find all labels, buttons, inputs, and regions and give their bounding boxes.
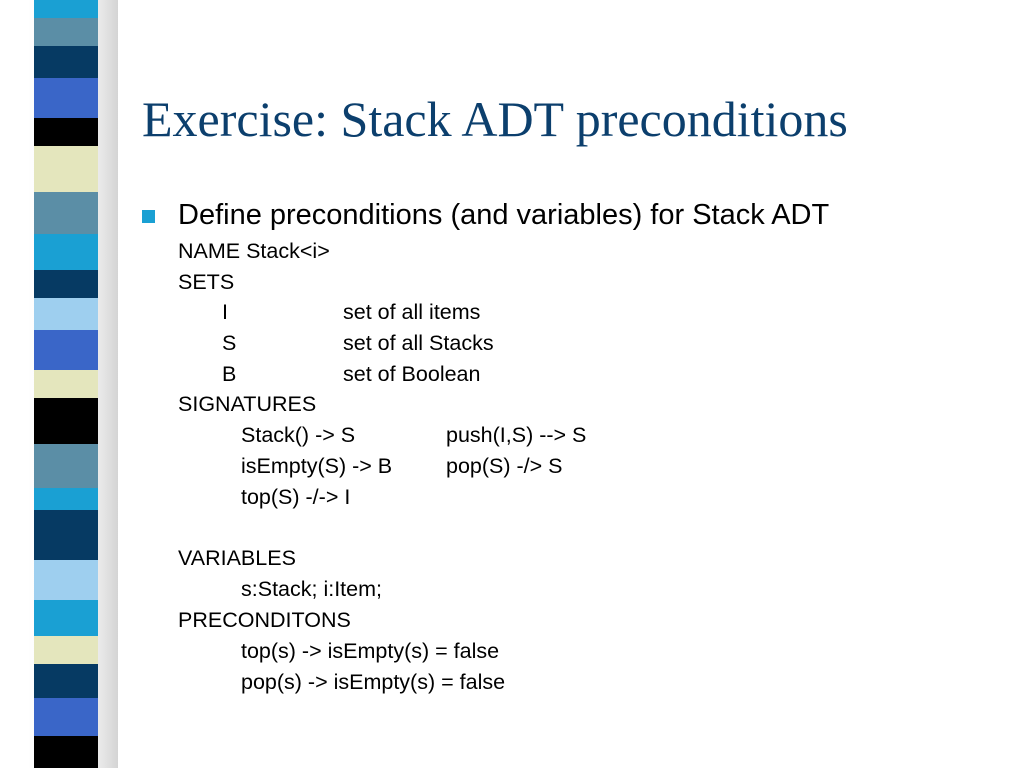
name-line: NAME Stack<i> — [178, 239, 330, 263]
signature-left: top(S) -/-> I — [241, 485, 351, 509]
square-bullet-icon — [142, 210, 155, 223]
signatures-heading: SIGNATURES — [178, 392, 317, 416]
strip-band — [34, 488, 98, 510]
set-description: set of all items — [343, 300, 481, 324]
set-description: set of all Stacks — [343, 331, 494, 355]
strip-band — [34, 736, 98, 768]
signature-left: Stack() -> S — [241, 423, 356, 447]
signature-right: pop(S) -/> S — [446, 454, 563, 478]
set-symbol: I — [222, 300, 228, 324]
set-symbol: B — [222, 362, 237, 386]
precondition-line: pop(s) -> isEmpty(s) = false — [241, 670, 506, 694]
strip-band — [34, 146, 98, 192]
variables-line: s:Stack; i:Item; — [241, 577, 382, 601]
strip-band — [34, 636, 98, 664]
strip-band — [34, 18, 98, 46]
preconditions-heading: PRECONDITONS — [178, 608, 351, 632]
strip-band — [34, 78, 98, 118]
strip-band — [34, 192, 98, 234]
strip-band — [34, 270, 98, 298]
set-symbol: S — [222, 331, 237, 355]
strip-band — [34, 398, 98, 444]
strip-band — [34, 118, 98, 146]
bullet-text: Define preconditions (and variables) for Stack ADT — [178, 199, 830, 231]
strip-band — [34, 234, 98, 270]
set-description: set of Boolean — [343, 362, 481, 386]
strip-band — [34, 298, 98, 330]
signature-right: push(I,S) --> S — [446, 423, 587, 447]
sets-heading: SETS — [178, 270, 235, 294]
strip-band — [34, 444, 98, 488]
strip-band — [34, 698, 98, 736]
strip-band — [34, 510, 98, 560]
variables-heading: VARIABLES — [178, 546, 296, 570]
strip-band — [34, 330, 98, 370]
strip-band — [34, 600, 98, 636]
strip-band — [34, 560, 98, 600]
strip-band — [34, 0, 98, 18]
strip-band — [34, 664, 98, 698]
decorative-side-strip — [0, 0, 118, 768]
slide-title: Exercise: Stack ADT preconditions — [142, 91, 848, 147]
signature-left: isEmpty(S) -> B — [241, 454, 393, 478]
precondition-line: top(s) -> isEmpty(s) = false — [241, 639, 500, 663]
strip-band — [34, 46, 98, 78]
strip-band — [34, 370, 98, 398]
